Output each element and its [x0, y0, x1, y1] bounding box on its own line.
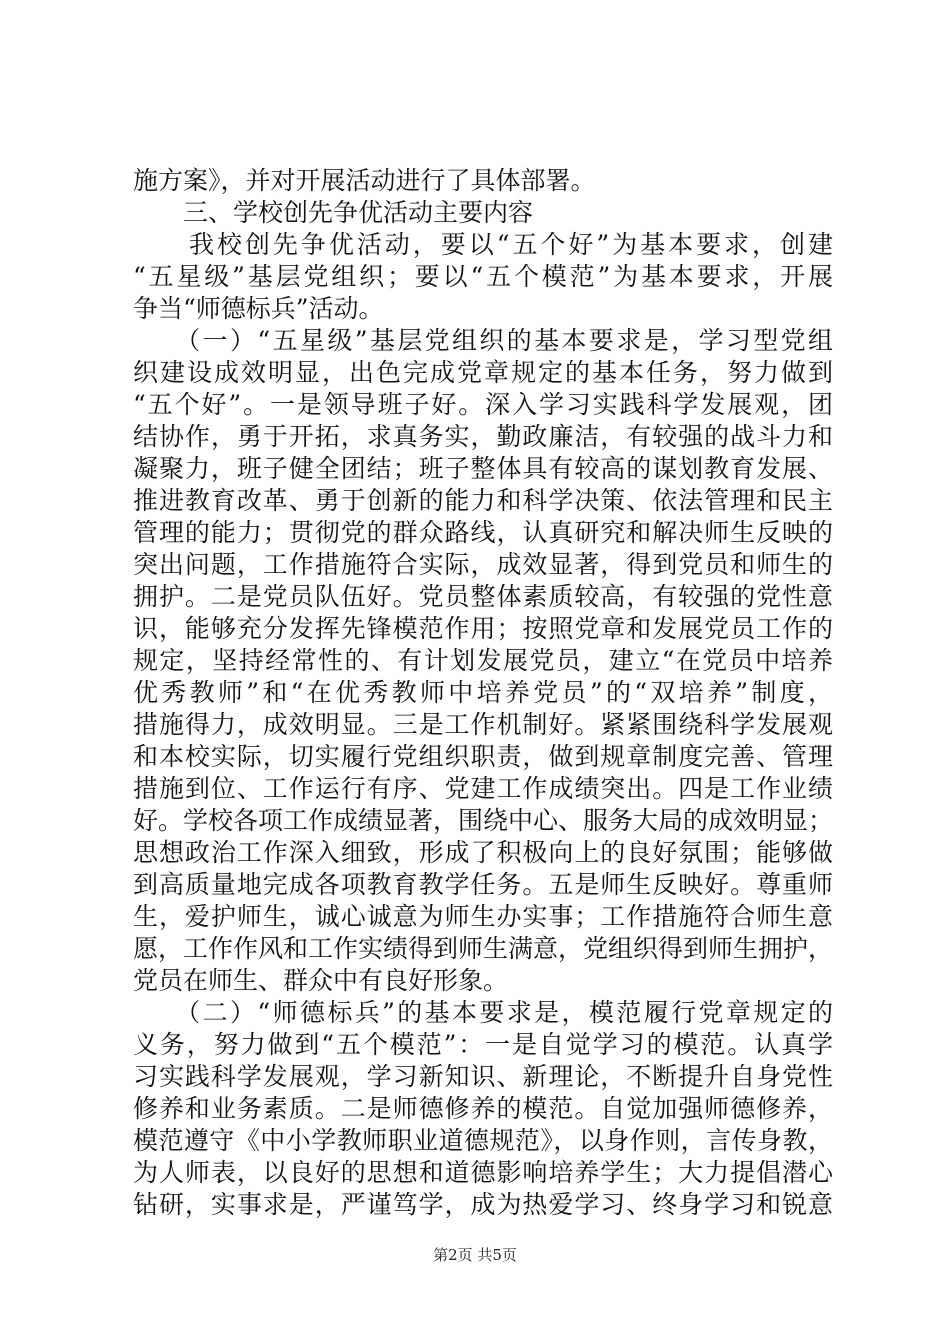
- text-line: 习实践科学发展观，学习新知识、新理论，不断提升自身党性: [133, 1062, 833, 1091]
- text-line: 模范遵守《中小学教师职业道德规范》，以身作则，言传身教，: [133, 1126, 833, 1155]
- text-line: 义务，努力做到“五个模范”：一是自觉学习的模范。认真学: [133, 1030, 833, 1059]
- text-line: 钻研，实事求是，严谨笃学，成为热爱学习、终身学习和锐意: [133, 1190, 833, 1219]
- text-line: 和本校实际，切实履行党组织职责，做到规章制度完善、管理: [133, 742, 833, 771]
- text-line: 凝聚力，班子健全团结；班子整体具有较高的谋划教育发展、: [133, 454, 833, 483]
- text-line: （一）“五星级”基层党组织的基本要求是，学习型党组: [133, 326, 833, 355]
- text-line: 结协作，勇于开拓，求真务实，勤政廉洁，有较强的战斗力和: [133, 422, 833, 451]
- text-line: 措施得力，成效明显。三是工作机制好。紧紧围绕科学发展观: [133, 710, 833, 739]
- text-line: 思想政治工作深入细致，形成了积极向上的良好氛围；能够做: [133, 838, 833, 867]
- text-line: 推进教育改革、勇于创新的能力和科学决策、依法管理和民主: [133, 486, 833, 515]
- text-line: 规定，坚持经常性的、有计划发展党员，建立“在党员中培养: [133, 646, 833, 675]
- text-line: 三、学校创先争优活动主要内容: [133, 198, 534, 227]
- text-line: 措施到位、工作运行有序、党建工作成绩突出。四是工作业绩: [133, 774, 833, 803]
- text-line: 施方案》，并对开展活动进行了具体部署。: [133, 166, 596, 195]
- text-line: （二）“师德标兵”的基本要求是，模范履行党章规定的: [133, 998, 833, 1027]
- text-line: 优秀教师”和“在优秀教师中培养党员”的“双培养”制度，: [133, 678, 833, 707]
- text-line: 织建设成效明显，出色完成党章规定的基本任务，努力做到: [133, 358, 833, 387]
- text-line: 生，爱护师生，诚心诚意为师生办实事；工作措施符合师生意: [133, 902, 833, 931]
- text-line: 争当“师德标兵”活动。: [133, 294, 384, 323]
- text-line: 管理的能力；贯彻党的群众路线，认真研究和解决师生反映的: [133, 518, 833, 547]
- body-text: [133, 165, 833, 1221]
- page-footer: 第2页 共5页: [433, 1246, 517, 1264]
- text-line: “五星级”基层党组织；要以“五个模范”为基本要求，开展: [133, 262, 833, 291]
- text-line: 愿，工作作风和工作实绩得到师生满意，党组织得到师生拥护，: [133, 934, 834, 963]
- text-line: 到高质量地完成各项教育教学任务。五是师生反映好。尊重师: [133, 870, 833, 899]
- text-line: 识，能够充分发挥先锋模范作用；按照党章和发展党员工作的: [133, 614, 833, 643]
- text-line: 好。学校各项工作成绩显著，围绕中心、服务大局的成效明显；: [133, 806, 834, 835]
- text-line: “五个好”。一是领导班子好。深入学习实践科学发展观，团: [133, 390, 833, 419]
- text-line: 为人师表，以良好的思想和道德影响培养学生；大力提倡潜心: [133, 1158, 833, 1187]
- text-line: 修养和业务素质。二是师德修养的模范。自觉加强师德修养，: [133, 1094, 833, 1123]
- text-line: 拥护。二是党员队伍好。党员整体素质较高，有较强的党性意: [133, 582, 833, 611]
- text-line: 突出问题，工作措施符合实际，成效显著，得到党员和师生的: [133, 550, 833, 579]
- text-line: 党员在师生、群众中有良好形象。: [133, 966, 509, 995]
- text-line: 我校创先争优活动，要以“五个好”为基本要求，创建: [133, 230, 833, 259]
